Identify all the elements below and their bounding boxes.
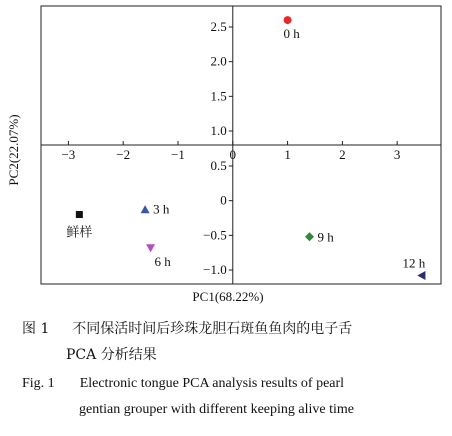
x-tick-label: −2 — [116, 147, 131, 162]
y-tick-label: −1.0 — [203, 262, 227, 277]
y-tick-label: −0.5 — [203, 227, 227, 243]
data-point-label: 6 h — [154, 253, 171, 269]
y-ticks — [203, 19, 233, 277]
x-tick-label: −1 — [171, 147, 185, 162]
y-tick-label: 0.5 — [210, 158, 227, 173]
y-tick-label: 2.5 — [210, 19, 227, 34]
y-tick-label: 1.5 — [210, 88, 227, 104]
caption-cn-line2: PCA 分析结果 — [66, 347, 157, 363]
x-axis-title: PC1(68.22%) — [192, 289, 264, 304]
caption-cn-text-1: 不同保活时间后珍珠龙胆石斑鱼鱼肉的电子舌 — [72, 321, 353, 337]
caption-en-figure-label: Fig. 1 — [22, 376, 55, 391]
data-point-label: 12 h — [402, 255, 426, 271]
x-tick-label: 1 — [284, 147, 291, 162]
y-tick-label: 2.0 — [210, 53, 227, 69]
data-point-label: 9 h — [317, 229, 334, 245]
caption-cn-line1 — [22, 318, 352, 338]
y-tick-label: 0 — [220, 192, 227, 208]
data-point-marker — [284, 16, 292, 24]
data-point-marker — [76, 211, 83, 218]
x-tick-label: 3 — [393, 147, 401, 162]
caption-en-line2: gentian grouper with different keeping alive time — [79, 402, 354, 417]
data-point-marker — [141, 205, 150, 213]
caption-en-line1 — [22, 376, 344, 392]
x-tick-label: 2 — [339, 147, 346, 162]
x-ticks — [61, 141, 400, 162]
caption-en-text-1: Electronic tongue PCA analysis results of pearl — [79, 376, 345, 391]
y-tick-label: 1.0 — [210, 123, 227, 138]
data-point-marker — [146, 244, 155, 252]
x-tick-label: 0 — [229, 147, 237, 162]
data-point-marker — [305, 232, 314, 241]
data-point-label: 鲜样 — [66, 224, 93, 240]
data-point-marker — [417, 271, 425, 280]
data-point-label: 0 h — [283, 26, 300, 42]
y-axis-title: PC2(22.07%) — [6, 114, 21, 186]
data-point-label: 3 h — [153, 201, 170, 217]
x-tick-label: −3 — [61, 147, 76, 162]
caption-cn-figure-label: 图 1 — [22, 321, 50, 337]
